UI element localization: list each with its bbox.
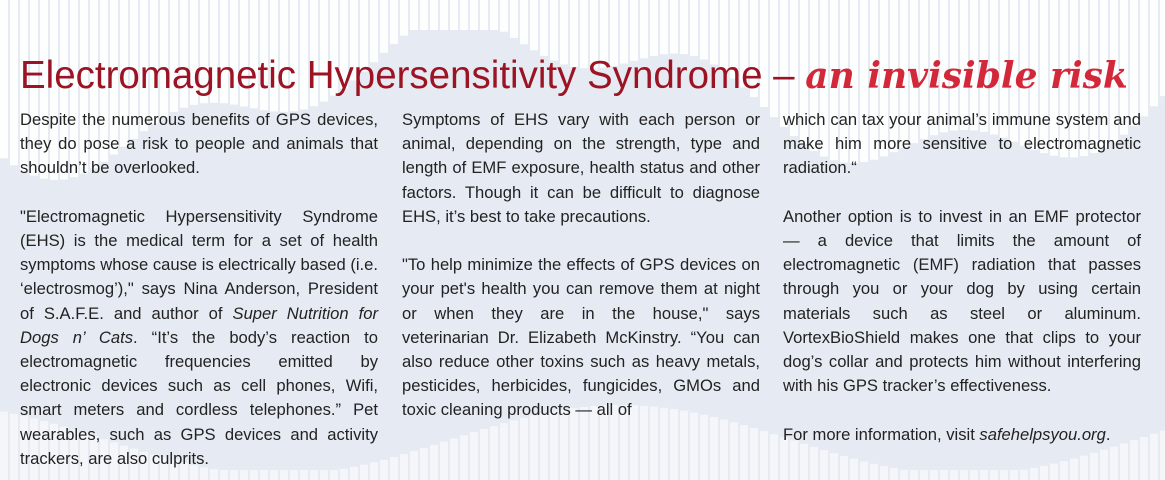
wave-bar-bottom — [1000, 470, 1008, 480]
wave-bar — [530, 0, 538, 50]
wave-bar — [540, 0, 548, 56]
wave-bar — [650, 0, 658, 56]
wave-bar-bottom — [1080, 456, 1088, 480]
wave-bar-bottom — [460, 435, 468, 480]
wave-bar-bottom — [1060, 461, 1068, 480]
wave-bar — [490, 0, 498, 30]
wave-bar — [470, 0, 478, 30]
wave-bar-bottom — [860, 461, 868, 480]
wave-bar-bottom — [920, 470, 928, 480]
book-title: Super Nutrition for Dogs n’ Cats — [20, 303, 378, 347]
wave-bar-bottom — [220, 470, 228, 480]
wave-bar-bottom — [870, 464, 878, 480]
wave-bar-bottom — [230, 470, 238, 480]
wave-bar-bottom — [850, 459, 858, 480]
wave-bar — [700, 0, 708, 60]
wave-bar-bottom — [290, 470, 298, 480]
paragraph: Despite the numerous benefits of GPS devices, they do pose a risk to people and animals that shouldn’t be overlooked. — [20, 110, 378, 178]
wave-bar — [460, 0, 468, 30]
wave-bar-bottom — [1040, 466, 1048, 480]
wave-bar — [390, 0, 398, 44]
wave-bar — [420, 0, 428, 30]
wave-bar-bottom — [470, 432, 478, 480]
wave-bar — [440, 0, 448, 30]
paragraph: Another option is to invest in an EMF protector — a device that limits the amount of electromagnetic (EMF) radiation that passes through you or your dog by using certain materials such as steel or aluminum. VortexBioShield makes one that clips to your dog’s collar and protects him without interfering with his GPS tracker’s effectiveness. — [783, 206, 1141, 396]
wave-bar — [380, 0, 388, 53]
wave-bar-bottom — [700, 415, 708, 480]
paragraph-quote: "Electromagnetic Hypersensitivity Syndrome (EHS) is the medical term for a set of health symptoms whose cause is electrically based (i.e. ‘electrosmog’)," says Nina Anderson, President of S.A.F.E. and author of Super Nutrition for Dogs n’ Cats. “It’s the body’s reaction to electromagnetic frequencies emitted by electronic devices such as cell phones, Wifi, smart meters and cordless telephones.” Pet wearables, such as GPS devices and activity trackers, are also culprits. — [20, 206, 378, 468]
wave-bar — [500, 0, 508, 32]
wave-bar-bottom — [480, 429, 488, 480]
title-accent: an invisible risk — [805, 55, 1128, 97]
wave-bar-bottom — [540, 413, 548, 480]
wave-bar-bottom — [880, 466, 888, 480]
wave-bar-bottom — [1120, 443, 1128, 480]
wave-bar-bottom — [1090, 453, 1098, 480]
article-column-3 — [783, 108, 1141, 447]
article-column-2 — [402, 108, 760, 423]
wave-bar — [10, 0, 18, 165]
wave-bar-bottom — [530, 415, 538, 480]
wave-bar-bottom — [1140, 437, 1148, 480]
wave-bar-bottom — [520, 418, 528, 480]
wave-bar-bottom — [450, 439, 458, 480]
wave-bar-bottom — [1070, 458, 1078, 480]
wave-bar — [680, 0, 688, 54]
wave-bar-bottom — [930, 470, 938, 480]
wave-bar — [660, 0, 668, 54]
wave-bar-bottom — [420, 448, 428, 480]
wave-bar-bottom — [320, 470, 328, 480]
wave-bar-bottom — [1110, 447, 1118, 480]
wave-bar — [430, 0, 438, 30]
wave-bar-bottom — [1020, 470, 1028, 480]
title-main: Electromagnetic Hypersensitivity Syndrome – — [20, 54, 795, 97]
wave-bar-bottom — [800, 444, 808, 480]
wave-bar-bottom — [240, 470, 248, 480]
wave-bar-bottom — [250, 470, 258, 480]
wave-bar-bottom — [770, 434, 778, 480]
wave-bar — [1150, 0, 1158, 106]
wave-bar-bottom — [410, 451, 418, 480]
wave-bar-bottom — [500, 423, 508, 480]
wave-bar — [400, 0, 408, 36]
wave-bar-bottom — [830, 453, 838, 480]
article-column-1 — [20, 108, 378, 471]
wave-bar-bottom — [1050, 464, 1058, 480]
wave-bar — [1160, 0, 1165, 96]
wave-bar-bottom — [510, 420, 518, 480]
article-title — [20, 52, 1128, 100]
wave-bar — [690, 0, 698, 56]
wave-bar-bottom — [0, 412, 8, 480]
wave-bar-bottom — [840, 456, 848, 480]
wave-bar-bottom — [390, 457, 398, 480]
wave-bar-bottom — [280, 470, 288, 480]
wave-bar-bottom — [1100, 450, 1108, 480]
wave-bar — [1140, 0, 1148, 116]
wave-bar-bottom — [730, 422, 738, 480]
wave-bar-bottom — [1010, 470, 1018, 480]
website-link[interactable]: safehelpsyou.org — [979, 424, 1106, 444]
paragraph-quote: "To help minimize the effects of GPS devices on your pet's health you can remove them at night or when they are in the house," says veterinarian Dr. Elizabeth McKinstry. “You can also reduce other toxins such as heavy metals, pesticides, herbicides, fungicides, GMOs and toxic cleaning products — all of — [402, 255, 760, 420]
wave-bar-bottom — [980, 470, 988, 480]
wave-bar — [480, 0, 488, 30]
wave-bar-bottom — [890, 468, 898, 480]
wave-bar-bottom — [910, 470, 918, 480]
wave-bar-bottom — [810, 447, 818, 480]
paragraph: which can tax your animal’s immune system and make him more sensitive to electromagnetic radiation.“ — [783, 110, 1141, 178]
wave-bar-bottom — [330, 470, 338, 480]
wave-bar-bottom — [710, 417, 718, 480]
wave-bar-bottom — [950, 470, 958, 480]
more-info-line: For more information, visit safehelpsyou.org. — [783, 424, 1111, 444]
wave-bar-bottom — [270, 470, 278, 480]
wave-bar-bottom — [690, 413, 698, 480]
wave-bar — [0, 0, 8, 158]
wave-bar-bottom — [990, 470, 998, 480]
wave-bar-bottom — [970, 470, 978, 480]
paragraph: Symptoms of EHS vary with each person or animal, depending on the strength, type and length of EMF exposure, health status and other factors. Though it can be difficult to diagnose EHS, it’s best to take precautions. — [402, 110, 760, 226]
wave-bar-bottom — [300, 470, 308, 480]
wave-bar-bottom — [310, 470, 318, 480]
wave-bar-bottom — [10, 414, 18, 480]
wave-bar-bottom — [400, 454, 408, 480]
wave-bar — [450, 0, 458, 30]
wave-bar-bottom — [380, 460, 388, 480]
wave-bar — [670, 0, 678, 54]
wave-bar-bottom — [260, 470, 268, 480]
wave-bar — [640, 0, 648, 58]
wave-bar — [520, 0, 528, 44]
wave-bar-bottom — [720, 420, 728, 480]
wave-bar-bottom — [900, 470, 908, 480]
wave-bar-bottom — [820, 450, 828, 480]
wave-bar-bottom — [1030, 468, 1038, 480]
wave-bar — [410, 0, 418, 30]
wave-bar-bottom — [490, 426, 498, 480]
wave-bar-bottom — [960, 470, 968, 480]
wave-bar-bottom — [440, 442, 448, 480]
wave-bar-bottom — [1150, 434, 1158, 480]
wave-bar-bottom — [430, 445, 438, 480]
wave-bar-bottom — [740, 425, 748, 480]
wave-bar — [510, 0, 518, 38]
wave-bar-bottom — [750, 428, 758, 480]
wave-bar-bottom — [760, 431, 768, 480]
wave-bar-bottom — [1160, 431, 1165, 480]
wave-bar-bottom — [940, 470, 948, 480]
